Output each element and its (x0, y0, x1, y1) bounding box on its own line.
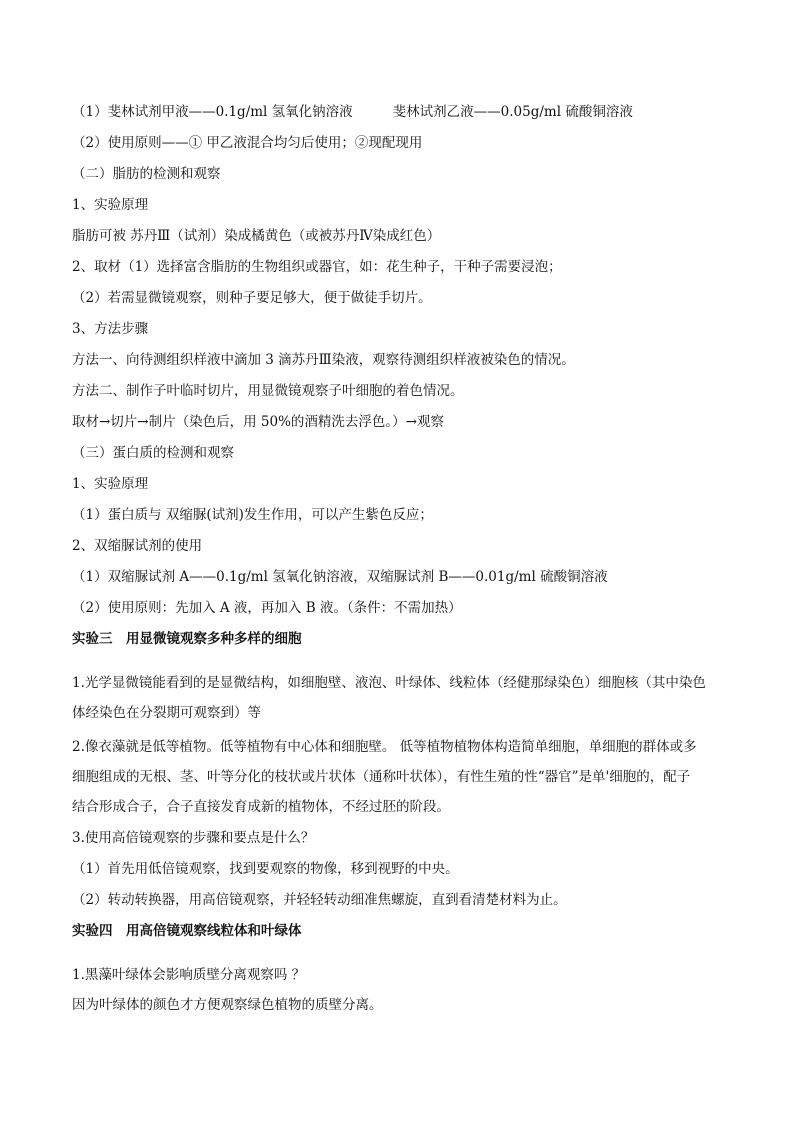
fehling-b-text: 斐林试剂乙液——0.05g/ml 硫酸铜溶液 (392, 104, 633, 120)
exp4-answer: 因为叶绿体的颜色才方便观察绿色植物的质壁分离。 (72, 997, 383, 1013)
protein-principle-heading: 1、实验原理 (72, 476, 149, 492)
fat-material-text: 2、取材（1）选择富含脂肪的生物组织或器官，如：花生种子，干种子需要浸泡； (72, 259, 562, 275)
fat-principle-text: 脂肪可被 苏丹Ⅲ（试剂）染成橘黄色（或被苏丹Ⅳ染成红色） (72, 228, 441, 244)
exp3-point1-line2: 体经染色在分裂期可观察到）等 (72, 705, 261, 721)
fehling-usage-principle: （2）使用原则——① 甲乙液混合均匀后使用；②现配现用 (72, 135, 423, 151)
biuret-usage-principle: （2）使用原则：先加入 A 液，再加入 B 液。（条件：不需加热） (72, 600, 462, 616)
exp3-point2-line2: 细胞组成的无根、茎、叶等分化的枝状或片状体（通称叶状体），有性生殖的性“器官”是单'细胞的，配子 (72, 769, 691, 785)
exp3-point2-line3: 结合形成合子，合子直接发育成新的植物体，不经过胚的阶段。 (72, 799, 450, 815)
fat-principle-heading: 1、实验原理 (72, 197, 149, 213)
section-heading-protein: （三）蛋白质的检测和观察 (72, 445, 234, 461)
biuret-reagents-text: （1）双缩脲试剂 A——0.1g/ml 氢氧化钠溶液，双缩脲试剂 B——0.01g/ml 硫酸铜溶液 (72, 569, 608, 585)
exp4-question: 1.黑藻叶绿体会影响质壁分离观察吗 ？ (72, 967, 306, 983)
biuret-usage-heading: 2、双缩脲试剂的使用 (72, 538, 203, 554)
fehling-reagents-line (72, 103, 633, 121)
fat-steps-heading: 3、方法步骤 (72, 321, 149, 337)
exp3-point2-line1: 2.像衣藻就是低等植物。低等植物有中心体和细胞壁。 低等植物植物体构造简单细胞，单细胞的群体或多 (72, 739, 697, 755)
fat-method-one: 方法一、向待测组织样液中滴加 3 滴苏丹Ⅲ染液，观察待测组织样液被染色的情况。 (72, 352, 575, 368)
experiment-three-heading: 实验三 用显微镜观察多种多样的细胞 (72, 631, 302, 647)
exp3-point1-line1: 1.光学显微镜能看到的是显微结构，如细胞壁、液泡、叶绿体、线粒体（经健那绿染色）细胞核（其中染色 (72, 675, 706, 691)
fehling-a-text: （1）斐林试剂甲液——0.1g/ml 氢氧化钠溶液 (72, 104, 353, 120)
fat-method-two: 方法二、制作子叶临时切片，用显微镜观察子叶细胞的着色情况。 (72, 383, 464, 399)
exp3-step2: （2）转动转换器，用高倍镜观察，并轻轻转动细准焦螺旋，直到看清楚材料为止。 (72, 892, 567, 908)
protein-principle-text: （1）蛋白质与 双缩脲(试剂)发生作用，可以产生紫色反应； (72, 507, 433, 523)
fat-procedure: 取材→切片→制片（染色后，用 50%的酒精洗去浮色。）→观察 (72, 414, 444, 430)
exp3-point3-question: 3.使用高倍镜观察的步骤和要点是什么？ (72, 830, 315, 846)
exp3-step1: （1）首先用低倍镜观察，找到要观察的物像，移到视野的中央。 (72, 861, 459, 877)
experiment-four-heading: 实验四 用高倍镜观察线粒体和叶绿体 (72, 923, 302, 939)
section-heading-fat: （二）脂肪的检测和观察 (72, 166, 221, 182)
fat-material-text-2: （2）若需显微镜观察，则种子要足够大，便于做徒手切片。 (72, 290, 432, 306)
